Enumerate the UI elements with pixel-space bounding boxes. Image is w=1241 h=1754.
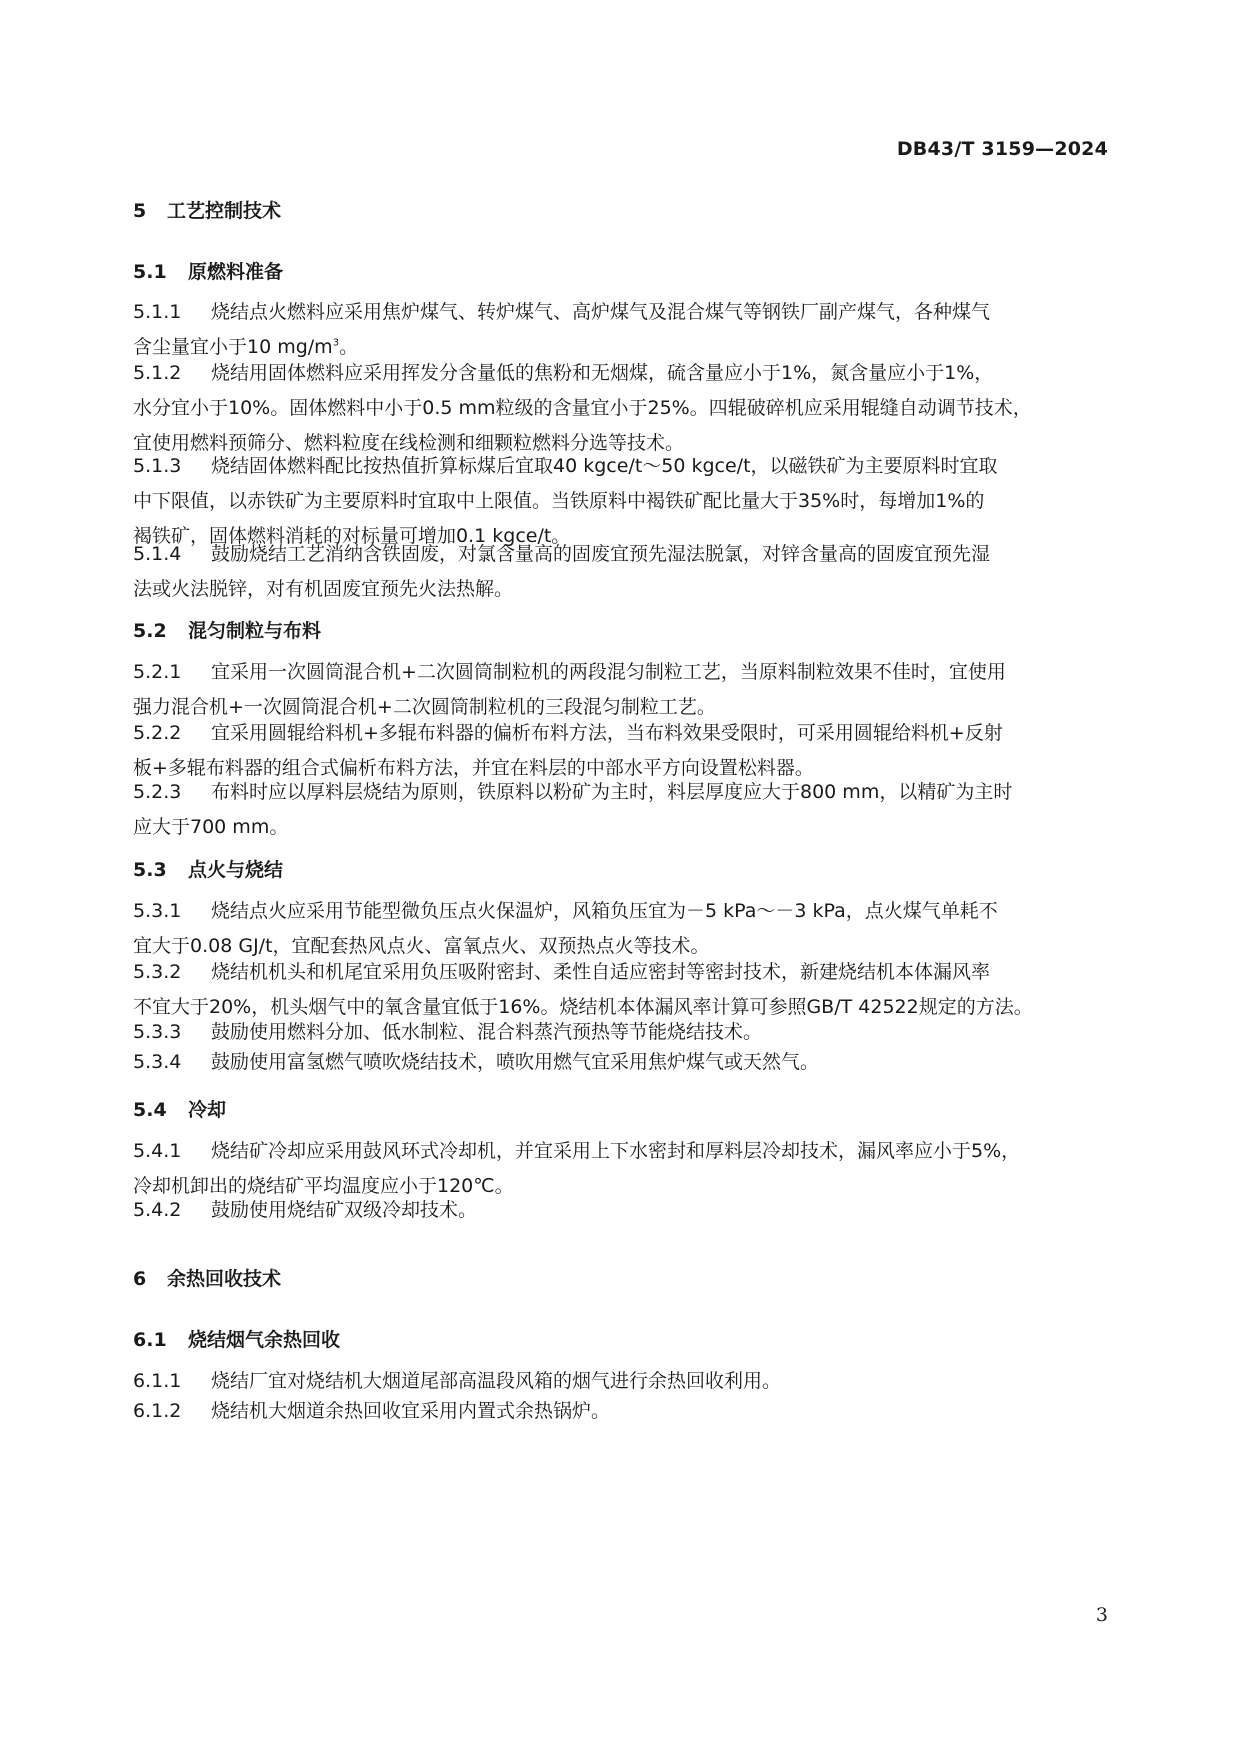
section-number: 6.1 [133,1329,167,1351]
clause-5-1-4 [133,537,1113,607]
clause-5-3-1 [133,894,1113,964]
document-code: DB43/T 3159—2024 [896,138,1108,160]
clause-number: 5.3.1 [133,900,182,922]
section-title: 点火与烧结 [188,859,284,881]
clause-text-line: 宜采用圆辊给料机+多辊布料器的偏析布料方法，当布料效果受限时，可采用圆辊给料机+反射 [211,722,1003,744]
section-heading-6-1 [133,1325,340,1352]
clause-number: 5.4.2 [133,1199,182,1221]
clause-number: 5.2.1 [133,661,182,683]
clause-number: 5.1.4 [133,543,182,565]
clause-text-line: 烧结厂宜对烧结机大烟道尾部高温段风箱的烟气进行余热回收利用。 [211,1370,782,1392]
section-title: 混匀制粒与布料 [188,620,322,642]
section-heading-5-4 [133,1095,226,1122]
clause-5-2-3 [133,775,1113,845]
clause-text-line: 应大于700 mm。 [133,816,289,838]
clause-text-line: 宜使用燃料预筛分、燃料粒度在线检测和细颗粒燃料分选等技术。 [133,432,685,454]
clause-number: 6.1.2 [133,1400,182,1422]
section-title: 烧结烟气余热回收 [188,1329,341,1351]
chapter-title: 余热回收技术 [167,1268,282,1290]
section-heading-5-3 [133,855,283,882]
section-number: 5.3 [133,859,167,881]
section-heading-5-1 [133,257,283,284]
clause-text-line: 布料时应以厚料层烧结为原则，铁原料以粉矿为主时，料层厚度应大于800 mm，以精矿为主时 [211,781,1013,803]
clause-text-line: 不宜大于20%，机头烟气中的氧含量宜低于16%。烧结机本体漏风率计算可参照GB/T 42522规定的方法。 [133,996,1033,1018]
section-title: 原燃料准备 [188,261,284,283]
clause-number: 5.3.3 [133,1021,182,1043]
page-number: 3 [1095,1604,1108,1626]
clause-text-line: 。 [339,336,359,358]
clause-number: 5.2.2 [133,722,182,744]
clause-text-line: 强力混合机+一次圆筒混合机+二次圆筒制粒机的三段混匀制粒工艺。 [133,696,716,718]
section-number: 5.4 [133,1099,167,1121]
clause-text-line: 褐铁矿，固体燃料消耗的对标量可增加0.1 kgce/t。 [133,525,571,547]
clause-text-line: 鼓励使用燃料分加、低水制粒、混合料蒸汽预热等节能烧结技术。 [211,1021,763,1043]
clause-text-line: 水分宜小于10%。固体燃料中小于0.5 mm粒级的含量宜小于25%。四辊破碎机应采用辊缝自动调节技术， [133,397,1032,419]
clause-text-line: 烧结用固体燃料应采用挥发分含量低的焦粉和无烟煤，硫含量应小于1%，氮含量应小于1%， [211,362,994,384]
clause-text-line: 烧结固体燃料配比按热值折算标煤后宜取40 kgce/t～50 kgce/t，以磁铁矿为主要原料时宜取 [211,455,998,477]
clause-text-line: 烧结机大烟道余热回收宜采用内置式余热锅炉。 [211,1400,611,1422]
clause-number: 5.3.2 [133,961,182,983]
section-heading-5-2 [133,616,321,643]
clause-5-3-4 [133,1045,1113,1080]
clause-number: 5.1.3 [133,455,182,477]
clause-text-line: 冷却机卸出的烧结矿平均温度应小于120℃。 [133,1175,514,1197]
clause-text-line: 烧结机机头和机尾宜采用负压吸附密封、柔性自适应密封等密封技术，新建烧结机本体漏风率 [211,961,991,983]
clause-number: 5.1.1 [133,301,182,323]
clause-text-line: 烧结矿冷却应采用鼓风环式冷却机，并宜采用上下水密封和厚料层冷却技术，漏风率应小于5%， [211,1140,1021,1162]
clause-text-line: 中下限值，以赤铁矿为主要原料时宜取中上限值。当铁原料中褐铁矿配比量大于35%时，每增加1%的 [133,490,985,512]
clause-number: 5.2.3 [133,781,182,803]
section-title: 冷却 [188,1099,227,1121]
clause-text-line: 法或火法脱锌，对有机固废宜预先火法热解。 [133,578,514,600]
clause-number: 5.1.2 [133,362,182,384]
chapter-number: 6 [133,1268,147,1290]
clause-text-line: 鼓励烧结工艺消纳含铁固废，对氯含量高的固废宜预先湿法脱氯，对锌含量高的固废宜预先湿 [211,543,991,565]
clause-text-line: 鼓励使用富氢燃气喷吹烧结技术，喷吹用燃气宜采用焦炉煤气或天然气。 [211,1051,820,1073]
clause-text-line: 板+多辊布料器的组合式偏析布料方法，并宜在料层的中部水平方向设置松料器。 [133,757,814,779]
clause-5-1-1 [133,295,1113,365]
section-number: 5.2 [133,620,167,642]
chapter-number: 5 [133,200,147,222]
clause-text-line: 烧结点火应采用节能型微负压点火保温炉，风箱负压宜为－5 kPa～－3 kPa，点火煤气单耗不 [211,900,998,922]
clause-text-line: 烧结点火燃料应采用焦炉煤气、转炉煤气、高炉煤气及混合煤气等钢铁厂副产煤气，各种煤气 [211,301,991,323]
chapter-heading-5 [133,196,281,223]
superscript: 3 [332,337,340,349]
clause-text-line: 宜采用一次圆筒混合机+二次圆筒制粒机的两段混匀制粒工艺，当原料制粒效果不佳时，宜使用 [211,661,1006,683]
clause-number: 5.3.4 [133,1051,182,1073]
clause-text-line: 鼓励使用烧结矿双级冷却技术。 [211,1199,478,1221]
clause-number: 5.4.1 [133,1140,182,1162]
clause-number: 6.1.1 [133,1370,182,1392]
clause-text-line: 宜大于0.08 GJ/t，宜配套热风点火、富氧点火、双预热点火等技术。 [133,935,710,957]
chapter-title: 工艺控制技术 [167,200,282,222]
clause-5-1-2 [133,356,1113,461]
clause-5-4-2 [133,1193,1113,1228]
chapter-heading-6 [133,1264,281,1291]
clause-text-line: 含尘量宜小于10 mg/m [133,336,333,358]
section-number: 5.1 [133,261,167,283]
clause-6-1-2 [133,1394,1113,1429]
clause-5-2-1 [133,655,1113,725]
